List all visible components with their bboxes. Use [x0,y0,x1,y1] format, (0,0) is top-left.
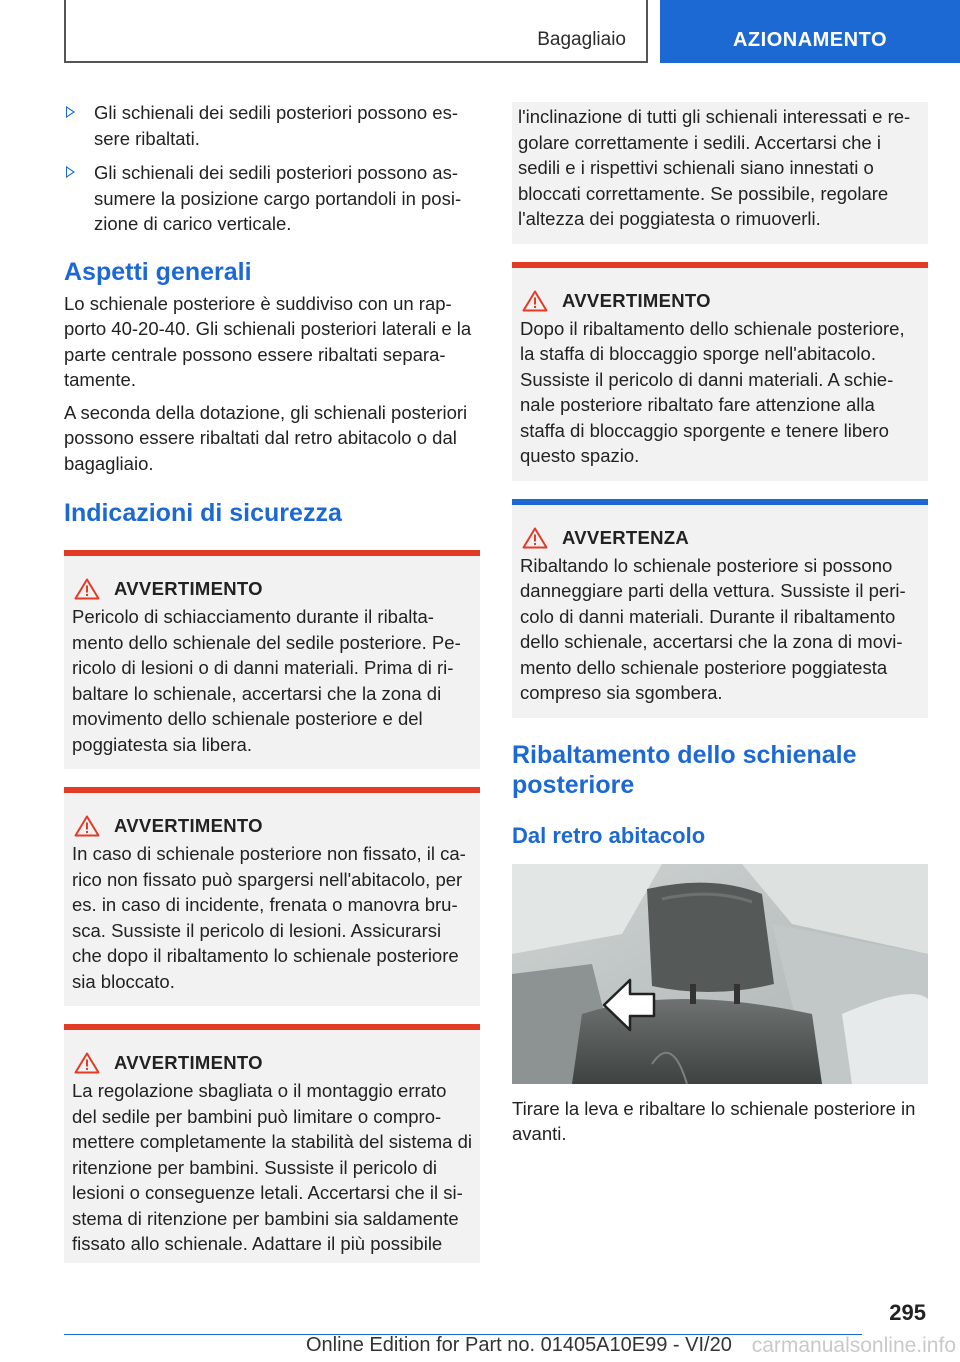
footer-watermark: carmanualsonline.info [751,1334,956,1357]
warning-box [512,262,928,481]
warning-triangle-icon [74,815,100,837]
warning-title: AVVERTIMENTO [114,578,263,599]
notice-title: AVVERTENZA [562,526,690,548]
footer-edition: Online Edition for Part no. 01405A10E99 - VI/20 [306,1334,732,1356]
warning-title: AVVERTIMENTO [114,1052,263,1073]
list-item: Gli schienali dei sedili posteriori possono es-sere ribaltati. [64,100,480,151]
paragraph: Lo schienale posteriore è suddiviso con un rap-porto 40-20-40. Gli schienali posteriori laterali e la parte centrale possono essere ribaltati separa-tamente. [64,292,472,390]
list-item: Gli schienali dei sedili posteriori possono as-sumere la posizione cargo portandoli in posi-zione di carico verticale. [64,160,480,237]
bullet-list [64,100,480,237]
heading-general: Aspetti generali [64,257,252,286]
header-frame [64,0,648,63]
warning-title: AVVERTIMENTO [562,289,711,311]
triangle-bullet-icon [66,106,75,118]
warning-title: AVVERTIMENTO [114,815,263,836]
heading-safety: Indicazioni di sicurezza [64,499,342,527]
chapter-tab[interactable] [660,0,960,63]
warning-triangle-icon [522,290,548,312]
warning-triangle-icon [74,578,100,600]
warning-box [64,1024,480,1263]
notice-text: Ribaltando lo schienale posteriore si possono danneggiare parti della vettura. Sussiste il peri-colo di danni materiali. Durante il ribaltamento dello schienale, accertarsi che la zona di movi-mento dello schienale posteriore poggiatesta compreso sia sgombera. [520,554,906,703]
warning-text: In caso di schienale posteriore non fissato, il ca-rico non fissato può spargersi nell'abitacolo, per es. in caso di incidente, frenata o manovra bru-sca. Sussiste il pericolo di lesioni. Assicurarsi che dopo il ribaltamento lo schienale posteriore sia bloccato. [72,843,466,992]
left-column [64,100,480,1263]
warning-text: Dopo il ribaltamento dello schienale posteriore, la staffa di bloccaggio sporge nell'abitacolo. Sussiste il pericolo di danni materiali. A schie-nale posteriore ribaltato fare attenzione alla staffa di bloccaggio sporgente e tenere libero questo spazio. [520,317,905,466]
rear-seat-lever-photo [512,864,928,1084]
warning-text: l'inclinazione di tutti gli schienali interessati e re-golare correttamente i sedili. Accertarsi che i sedili e i rispettivi schienali siano innestati o bloccati correttamente. Se possibile, regolare l'altezza dei poggiatesta o rimuoverli. [518,106,911,229]
warning-box-continuation [512,102,928,244]
heading-fold: Ribaltamento dello schienale posteriore [512,740,857,799]
warning-box [64,787,480,1006]
section-title: Bagagliaio [537,29,626,50]
triangle-bullet-icon [66,166,75,178]
warning-text: La regolazione sbagliata o il montaggio errato del sedile per bambini può limitare o compro-mettere completamente la stabilità del sistema di ritenzione per bambini. Sussiste il pericolo di lesioni o conseguenze letali. Accertarsi che il si-stema di ritenzione per bambini sia saldamente fissato allo schienale. Adattare il più possibile [72,1080,472,1254]
heading-from-cabin: Dal retro abitacolo [512,822,706,848]
paragraph: A seconda della dotazione, gli schienali posteriori possono essere ribaltati dal retro abitacolo o dal bagagliaio. [64,401,468,474]
notice-box [512,499,928,718]
right-column [512,102,928,1154]
warning-triangle-icon [74,1052,100,1074]
warning-box [64,550,480,769]
page-number: 295 [889,1300,926,1325]
chapter-title: AZIONAMENTO [732,29,887,51]
notice-triangle-icon [522,527,548,549]
instruction-text: Tirare la leva e ribaltare lo schienale posteriore in avanti. [512,1097,916,1144]
warning-text: Pericolo di schiacciamento durante il ribalta-mento dello schienale del sedile posteriore. Pe-ricolo di lesioni o di danni materiali. Prima di ri-baltare lo schienale, accertarsi che la zona di movimento dello schienale posteriore e del poggiatesta sia libera. [72,606,461,755]
